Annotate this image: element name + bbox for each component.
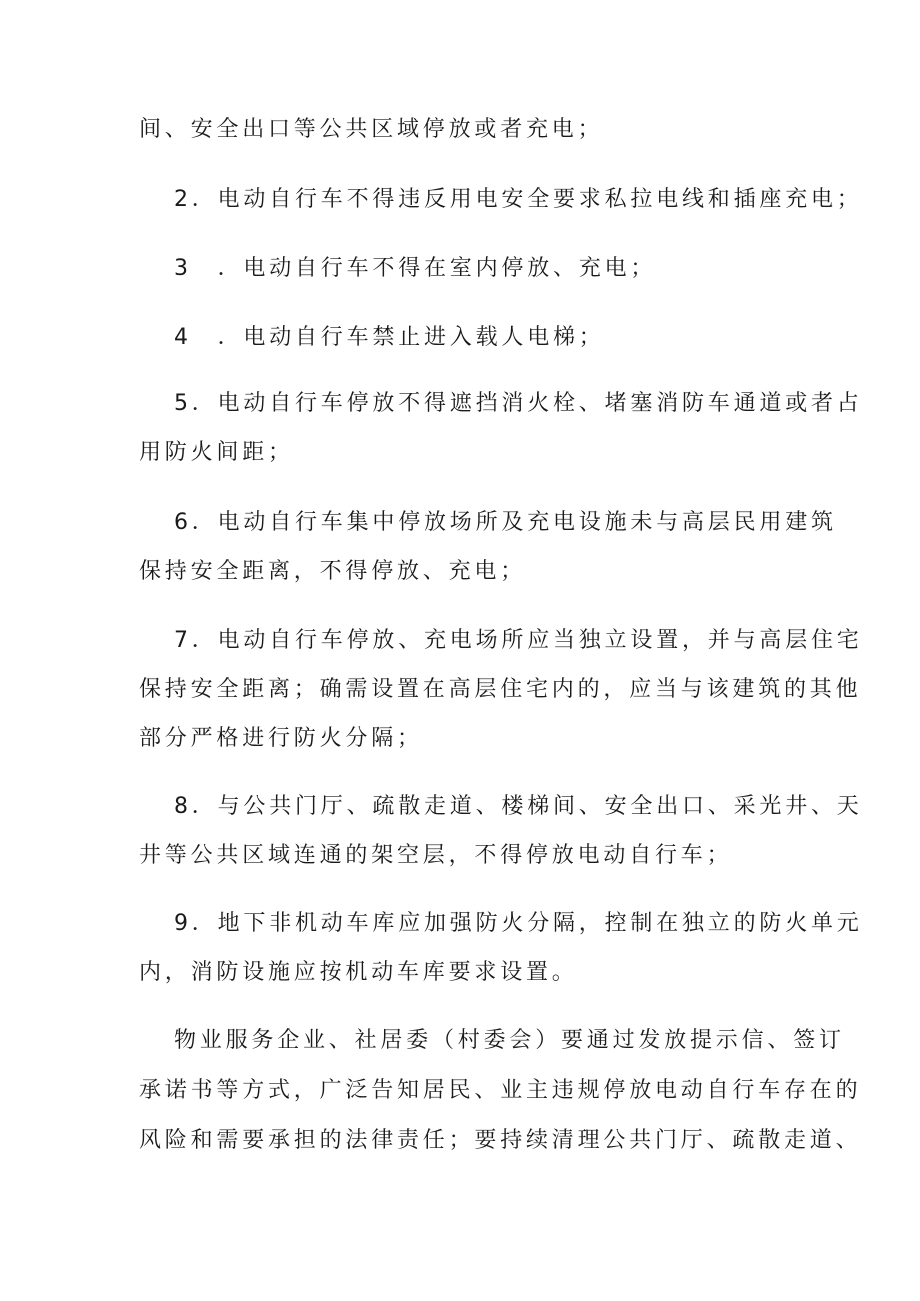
list-item-3: 3 ．电动自行车不得在室内停放、充电； (174, 256, 657, 281)
paragraph-line: 物业服务企业、社居委（村委会）要通过发放提示信、签订 (174, 1028, 845, 1053)
text-line-continuation: 间、安全出口等公共区域停放或者充电； (139, 117, 604, 142)
list-item-5-cont: 用防火间距； (139, 440, 294, 465)
list-item-6: 6．电动自行车集中停放场所及充电设施未与高层民用建筑 (174, 510, 837, 535)
list-item-9-cont: 内，消防设施应按机动车库要求设置。 (139, 960, 578, 985)
paragraph-line: 承诺书等方式，广泛告知居民、业主违规停放电动自行车存在的 (139, 1078, 862, 1103)
list-item-8: 8．与公共门厅、疏散走道、楼梯间、安全出口、采光井、天 (174, 794, 863, 819)
list-item-8-cont: 井等公共区域连通的架空层，不得停放电动自行车； (139, 843, 733, 868)
list-item-9: 9．地下非机动车库应加强防火分隔，控制在独立的防火单元 (174, 911, 863, 936)
list-item-4: 4 ．电动自行车禁止进入载人电梯； (174, 325, 605, 350)
list-item-2: 2．电动自行车不得违反用电安全要求私拉电线和插座充电； (174, 187, 863, 212)
list-item-7-cont-2: 部分严格进行防火分隔； (139, 726, 423, 751)
list-item-5: 5．电动自行车停放不得遮挡消火栓、堵塞消防车通道或者占 (174, 391, 863, 416)
paragraph-line: 风险和需要承担的法律责任；要持续清理公共门厅、疏散走道、 (139, 1128, 862, 1153)
list-item-7-cont: 保持安全距离；确需设置在高层住宅内的，应当与该建筑的其他 (139, 677, 862, 702)
list-item-6-cont: 保持安全距离，不得停放、充电； (139, 559, 527, 584)
list-item-7: 7．电动自行车停放、充电场所应当独立设置，并与高层住宅 (174, 628, 863, 653)
